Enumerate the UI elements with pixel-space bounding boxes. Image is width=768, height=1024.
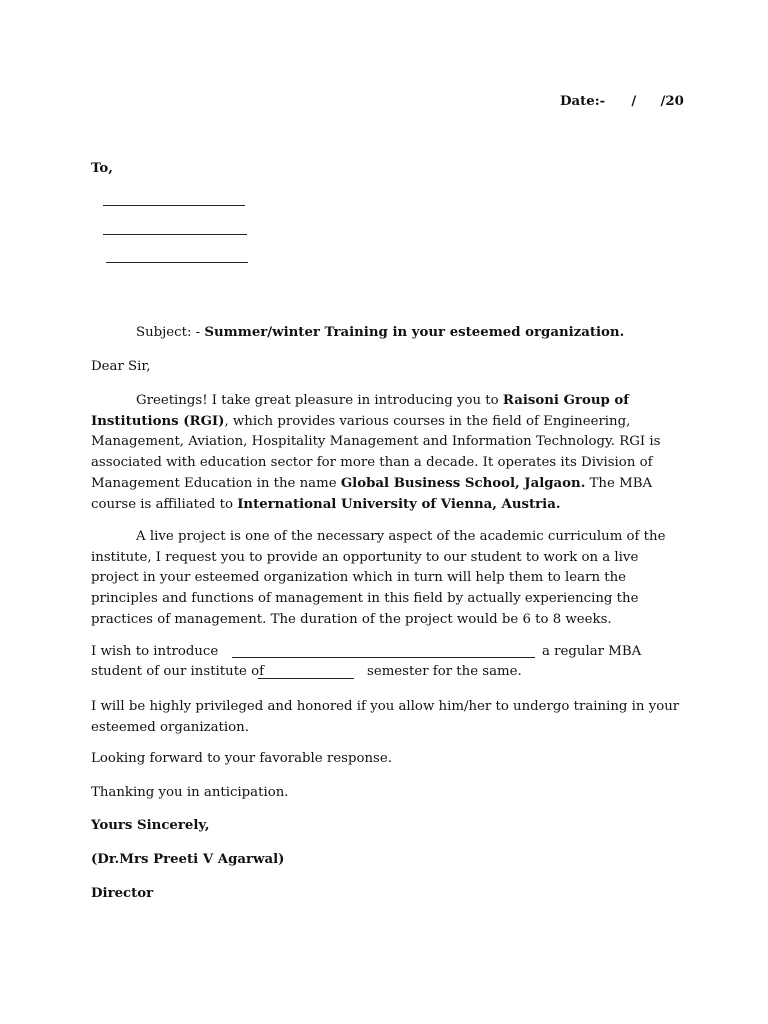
para2-text: A live project is one of the necessary aspect of the academic curriculum of the institute, I request you to provide an opportunity to our student to work on a live project in your esteemed organization which in turn will help them to learn the principles and functions of management in this field by actually experiencing the practices of management. The duration of the project would be 6 to 8 weeks. — [91, 529, 666, 627]
subject-line — [136, 325, 624, 340]
address-line-1 — [103, 205, 245, 206]
semester-blank — [258, 678, 354, 679]
paragraph-request: I will be highly privileged and honored if you allow him/her to undergo training in your esteemed organization. — [91, 699, 680, 735]
address-to-label: To, — [91, 161, 113, 176]
university-name: International University of Vienna, Austria. — [237, 496, 561, 512]
paragraph-introduction — [91, 391, 681, 515]
para1-text-1: Greetings! I take great pleasure in introducing you to — [136, 393, 503, 408]
date-label: Date:- — [560, 94, 606, 109]
closing — [91, 818, 209, 833]
signatory — [91, 852, 284, 867]
paragraph-live-project — [91, 527, 681, 631]
intro-line-2-suffix: semester for the same. — [367, 664, 522, 679]
salutation: Dear Sir, — [91, 359, 151, 374]
subject-label: Subject: - — [136, 325, 201, 340]
para1-text-2: , which provides various courses in the field of Engineering, Management, Aviation, Hospitality Management and Information Technology. RGI is associated with education sector for more than a decade. It operates its Division of Management Education in the name — [91, 413, 661, 491]
paragraph-thanking: Thanking you in anticipation. — [91, 785, 289, 800]
designation-text: Director — [91, 886, 154, 901]
student-name-blank — [232, 657, 535, 658]
designation — [91, 886, 153, 901]
intro-line-2-prefix: student of our institute of — [91, 664, 265, 679]
closing-text: Yours Sincerely, — [91, 818, 210, 833]
paragraph-looking-forward: Looking forward to your favorable response. — [91, 751, 392, 766]
date-line — [560, 94, 684, 109]
intro-line-1 — [91, 644, 218, 659]
intro-prefix: I wish to introduce — [91, 644, 219, 659]
subject-text: Summer/winter Training in your esteemed organization. — [204, 325, 625, 340]
address-line-2 — [103, 234, 247, 235]
para1-text-3: The MBA course is affiliated to — [91, 475, 653, 512]
address-to — [91, 161, 113, 176]
school-name: Global Business School, Jalgaon. — [340, 475, 586, 491]
date-sep-2: /20 — [660, 94, 684, 109]
address-line-3 — [106, 262, 248, 263]
institution-name: Raisoni Group of Institutions (RGI) — [91, 393, 629, 429]
intro-suffix: a regular MBA — [542, 644, 642, 659]
date-sep-1: / — [631, 94, 637, 109]
signatory-name: (Dr.Mrs Preeti V Agarwal) — [91, 852, 285, 867]
